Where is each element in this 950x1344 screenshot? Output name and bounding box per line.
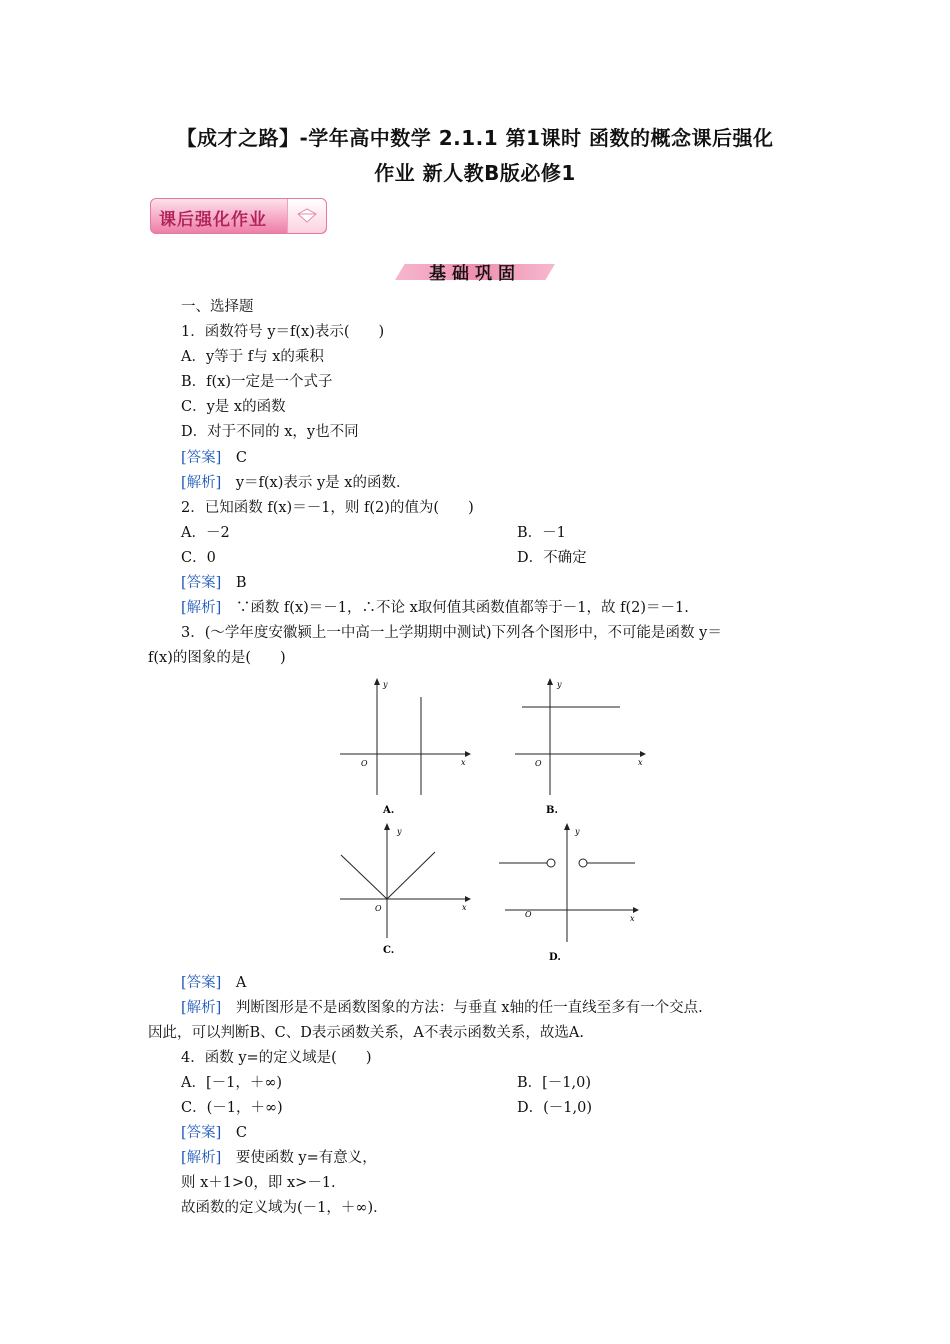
q4-option-d: D．(－1,0): [517, 1100, 592, 1116]
section-title: 基础巩固: [429, 264, 521, 284]
x-axis-label: x: [638, 758, 643, 767]
x-axis-label: x: [461, 758, 466, 767]
analysis-text: 要使函数 y=有意义，: [235, 1150, 377, 1166]
analysis-tag: [解析]: [181, 600, 222, 616]
graph-b: [510, 675, 650, 817]
answer-tag: [答案]: [181, 575, 222, 591]
analysis-tag: [解析]: [181, 475, 222, 491]
analysis-tag: [解析]: [181, 1150, 222, 1166]
graph-c-label: C.: [383, 945, 395, 956]
answer-value: B: [235, 575, 247, 591]
q3-analysis-cont: 因此，可以判断B、C、D表示函数关系，A不表示函数关系，故选A.: [148, 1025, 584, 1041]
q1-option-b: B．f(x)一定是一个式子: [181, 374, 333, 390]
badge-label: 课后强化作业: [159, 210, 267, 230]
answer-tag: [答案]: [181, 1125, 222, 1141]
y-axis-label: y: [557, 680, 562, 689]
q4-analysis: [181, 1148, 377, 1168]
part-heading: 一、选择题: [181, 299, 254, 315]
graph-c: [335, 820, 475, 960]
homework-badge: [150, 198, 327, 234]
graph-d-label: D.: [549, 952, 561, 963]
section-header: [395, 258, 555, 284]
question-3-line1: 3．(～学年度安徽颍上一中高一上学期期中测试)下列各个图形中，不可能是函数 y＝: [181, 625, 722, 641]
q1-option-a: A．y等于 f与 x的乘积: [181, 349, 324, 365]
q4-answer: [181, 1123, 247, 1143]
answer-value: C: [235, 1125, 247, 1141]
question-3-line2: f(x)的图象的是( ): [148, 650, 286, 666]
q2-analysis: [181, 598, 689, 618]
doc-title-line2: 作业 新人教B版必修1: [374, 161, 576, 185]
q1-answer: [181, 448, 247, 468]
graph-a: [335, 675, 475, 817]
origin-label: O: [361, 759, 368, 768]
question-2: 2．已知函数 f(x)＝－1，则 f(2)的值为( ): [181, 500, 474, 516]
question-1: 1．函数符号 y＝f(x)表示( ): [181, 324, 385, 340]
origin-label: O: [525, 910, 532, 919]
y-axis-label: y: [575, 827, 580, 836]
q4-option-c: C．(－1，＋∞): [181, 1100, 283, 1116]
question-4: 4．函数 y=的定义域是( ): [181, 1050, 372, 1066]
analysis-text: ∵函数 f(x)＝－1，∴不论 x取何值其函数值都等于－1，故 f(2)＝－1.: [235, 600, 689, 616]
q3-analysis: [181, 998, 703, 1018]
answer-value: A: [235, 975, 247, 991]
doc-title-line1: 【成才之路】-学年高中数学 2.1.1 第1课时 函数的概念课后强化: [176, 126, 774, 150]
analysis-text: y＝f(x)表示 y是 x的函数．: [235, 475, 411, 491]
q2-option-a: A．－2: [181, 525, 230, 541]
q4-analysis-2: 则 x＋1>0，即 x>－1.: [181, 1175, 336, 1191]
q4-analysis-3: 故函数的定义域为(－1，＋∞)．: [181, 1200, 388, 1216]
badge-tab: [287, 199, 326, 233]
q1-analysis: [181, 473, 410, 493]
answer-tag: [答案]: [181, 975, 222, 991]
y-axis-label: y: [397, 827, 402, 836]
analysis-tag: [解析]: [181, 1000, 222, 1016]
origin-label: O: [375, 904, 382, 913]
q1-option-c: C．y是 x的函数: [181, 399, 286, 415]
answer-tag: [答案]: [181, 450, 222, 466]
q4-option-b: B．[－1,0): [517, 1075, 592, 1091]
graph-d: [495, 820, 645, 965]
q2-option-c: C．0: [181, 550, 216, 566]
graph-a-label: A.: [383, 805, 395, 816]
x-axis-label: x: [630, 914, 635, 923]
q2-option-d: D．不确定: [517, 550, 587, 566]
graph-b-label: B.: [546, 805, 558, 816]
answer-value: C: [235, 450, 247, 466]
x-axis-label: x: [462, 903, 467, 912]
origin-label: O: [535, 759, 542, 768]
q3-answer: [181, 973, 246, 993]
q2-option-b: B．－1: [517, 525, 566, 541]
analysis-text: 判断图形是不是函数图象的方法：与垂直 x轴的任一直线至多有一个交点.: [235, 1000, 703, 1016]
q2-answer: [181, 573, 246, 593]
q4-option-a: A．[－1，＋∞): [181, 1075, 283, 1091]
diamond-icon: [296, 208, 318, 224]
q1-option-d: D．对于不同的 x，y也不同: [181, 424, 359, 440]
y-axis-label: y: [383, 680, 388, 689]
